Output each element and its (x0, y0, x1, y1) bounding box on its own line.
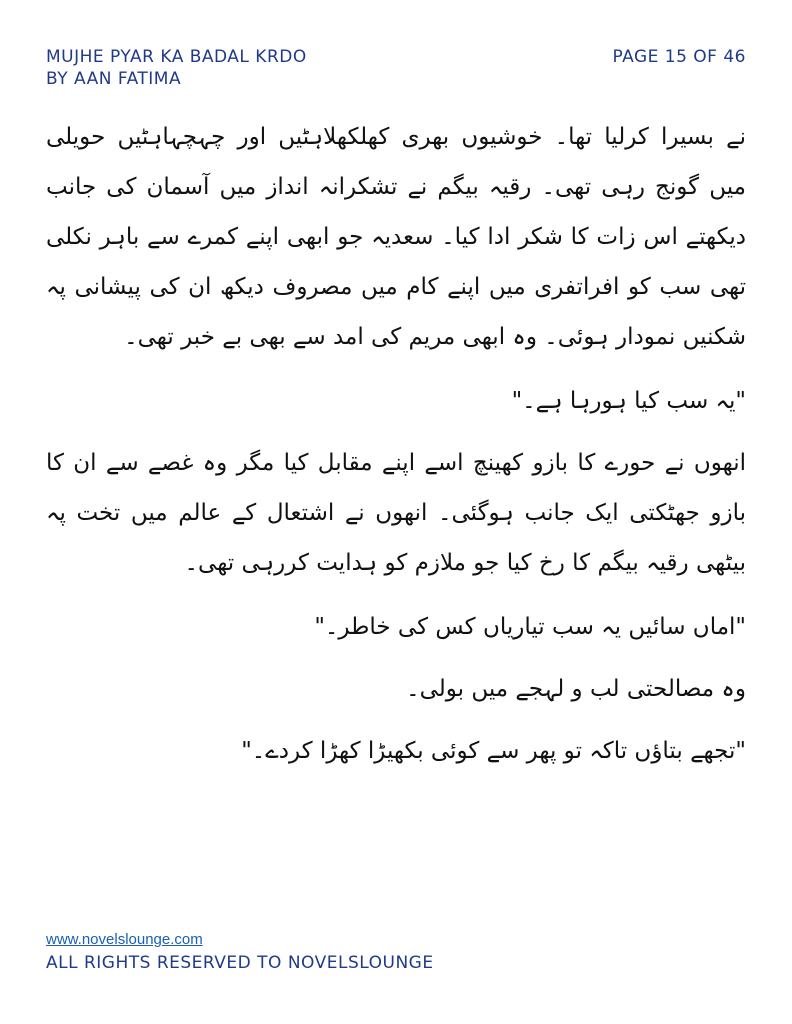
paragraph-narration-1: نے بسیرا کرلیا تھا۔ خوشیوں بھری کھلکھلاہٹیں اور چہچہاہٹیں حویلی میں گونج رہی تھی۔ رقیہ بیگم نے تشکرانہ انداز میں آسمان کی جانب دیکھتے اس زات کا شکر ادا کیا۔ سعدیہ جو ابھی اپنے کمرے سے باہر نکلی تھی سب کو افراتفری میں اپنے کام میں مصروف دیکھ ان کی پیشانی پہ شکنیں نمودار ہوئی۔ وہ ابھی مریم کی امد سے بھی بے خبر تھی۔ (46, 124, 746, 350)
page-footer (46, 930, 434, 974)
paragraph-narration-3: وہ مصالحتی لب و لہجے میں بولی۔ (406, 676, 746, 702)
page-header-left (46, 46, 307, 90)
story-body (46, 112, 746, 788)
paragraph-narration-2: انھوں نے حورے کا بازو کھینچ اسے اپنے مقابل کیا مگر وہ غصے سے ان کا بازو جھٹکتی ایک جانب ہوگئی۔ انھوں نے اشتعال کے عالم میں تخت پہ بیٹھی رقیہ بیگم کا رخ کیا جو ملازم کو ہدایت کررہی تھی۔ (46, 450, 746, 576)
copyright-notice: ALL RIGHTS RESERVED TO NOVELSLOUNGE (46, 953, 434, 973)
paragraph-dialogue-1: "یہ سب کیا ہورہا ہے۔" (511, 388, 746, 414)
paragraph-dialogue-2: "اماں سائیں یہ سب تیاریاں کس کی خاطر۔" (314, 614, 746, 640)
novel-title: MUJHE PYAR KA BADAL KRDO (46, 47, 307, 67)
website-link[interactable]: www.novelslounge.com (46, 931, 203, 948)
page-number: PAGE 15 OF 46 (612, 47, 746, 67)
author-name: BY AAN FATIMA (46, 69, 182, 89)
paragraph-dialogue-3: "تجھے بتاؤں تاکہ تو پھر سے کوئی بکھیڑا کھڑا کردے۔" (241, 738, 746, 764)
